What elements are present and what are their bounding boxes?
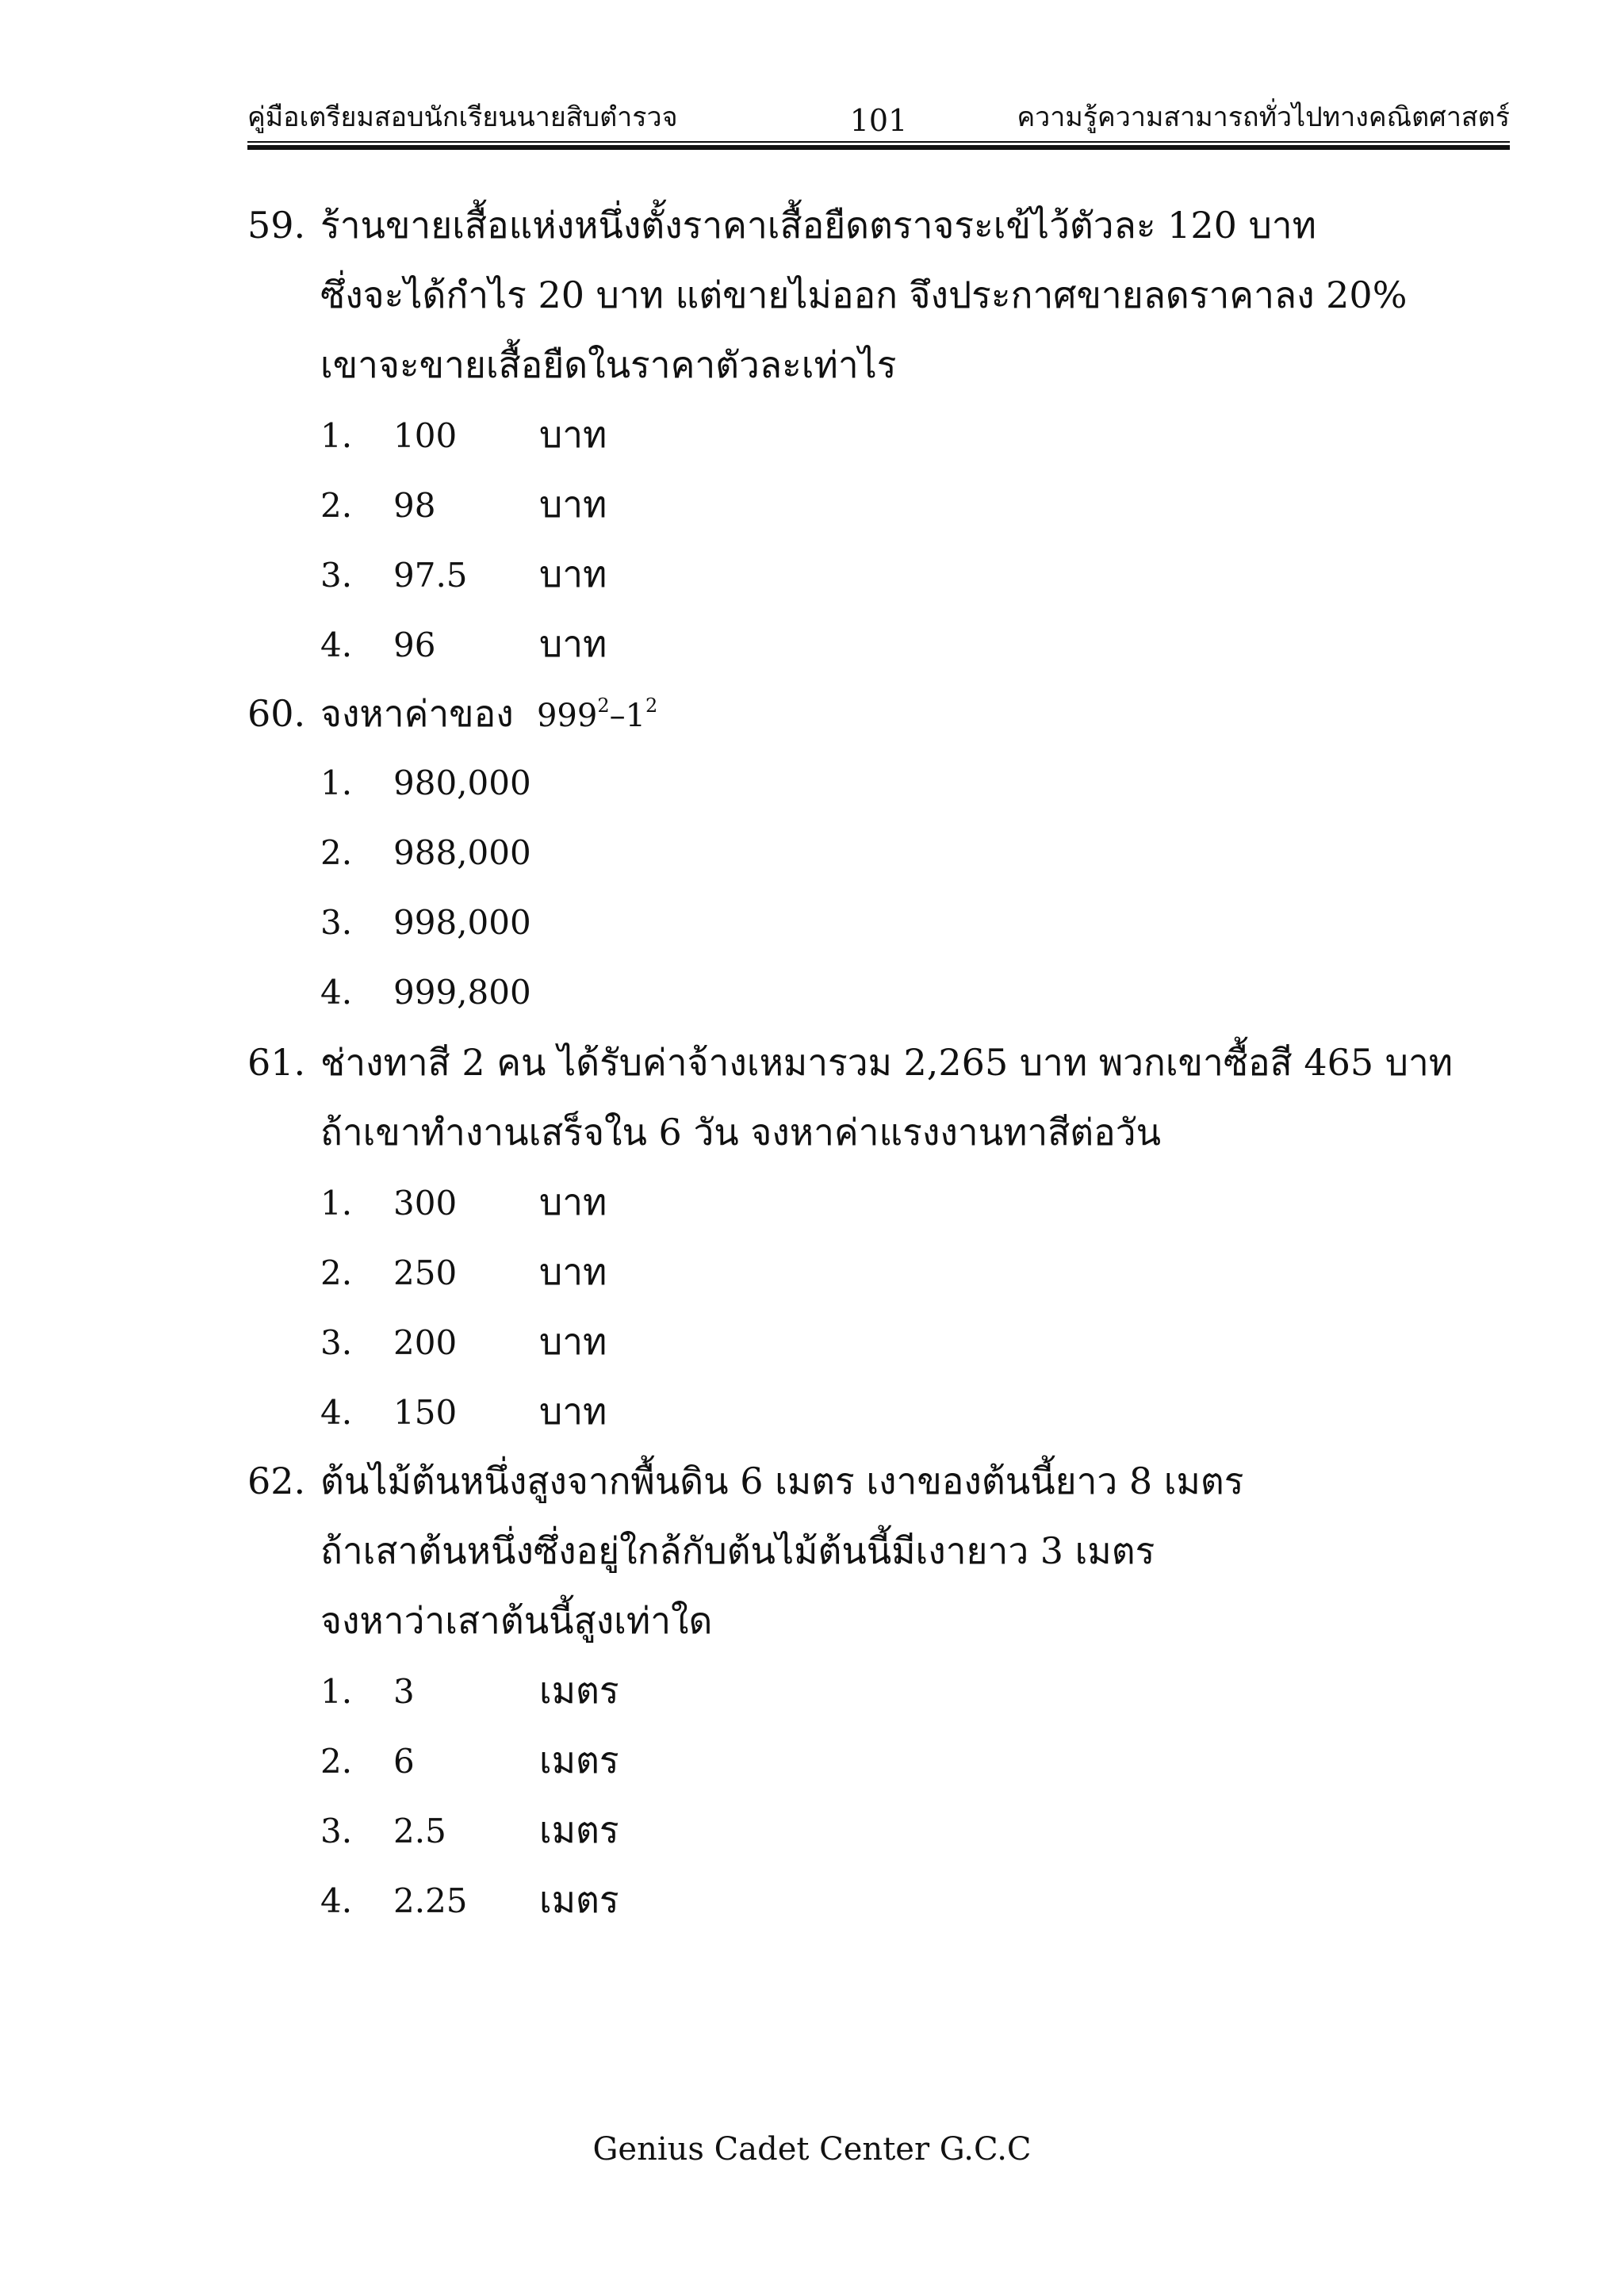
option-list: [247, 1167, 1510, 1446]
option-4: 4. 2.25 เมตร: [320, 1878, 619, 1921]
math-exponent: 2: [645, 695, 658, 717]
option-list: [247, 748, 1510, 1027]
question-60: [247, 679, 1510, 1027]
question-list: [247, 190, 1510, 1934]
math-minus-term: –1: [609, 698, 646, 734]
page-number: 101: [849, 103, 908, 138]
question-59: [247, 190, 1510, 679]
question-number: 61.: [247, 1041, 306, 1084]
question-text: จงหาค่าของ: [320, 692, 514, 735]
math-exponent: 2: [597, 695, 610, 717]
option-3: 3. 97.5 บาท: [320, 553, 607, 595]
question-text-line: จงหาว่าเสาต้นนี้สูงเท่าใด: [320, 1599, 713, 1642]
math-base: 999: [536, 698, 598, 734]
option-4: 4. 150 บาท: [320, 1390, 607, 1433]
question-text-line: เขาจะขายเสื้อยืดในราคาตัวละเท่าไร: [320, 343, 897, 386]
header-rule-thin: [247, 141, 1510, 143]
option-list: [247, 400, 1510, 679]
question-61: [247, 1027, 1510, 1446]
option-3: 3. 998,000: [320, 903, 531, 942]
option-2: 2. 988,000: [320, 833, 531, 872]
question-text-line: ซึ่งจะได้กำไร 20 บาท แต่ขายไม่ออก จึงประกาศขายลดราคาลง 20%: [320, 274, 1408, 316]
option-2: 2. 250 บาท: [320, 1250, 607, 1293]
header-section-title: ความรู้ความสามารถทั่วไปทางคณิตศาสตร์: [1017, 101, 1510, 133]
question-number: 60.: [247, 692, 306, 735]
question-text-line: ร้านขายเสื้อแห่งหนึ่งตั้งราคาเสื้อยืดตราจระเข้ไว้ตัวละ 120 บาท: [320, 204, 1316, 247]
option-2: 2. 6 เมตร: [320, 1739, 619, 1781]
question-text-line: ช่างทาสี 2 คน ได้รับค่าจ้างเหมารวม 2,265 บาท พวกเขาซื้อสี 465 บาท: [320, 1041, 1454, 1084]
option-1: 1. 300 บาท: [320, 1181, 607, 1223]
page-header: [247, 101, 1510, 143]
option-list: [247, 1655, 1510, 1934]
question-text-line: ต้นไม้ต้นหนึ่งสูงจากพื้นดิน 6 เมตร เงาของต้นนี้ยาว 8 เมตร: [320, 1460, 1244, 1502]
option-1: 1. 3 เมตร: [320, 1669, 619, 1712]
page-footer: Genius Cadet Center G.C.C: [592, 2131, 1032, 2168]
option-3: 3. 200 บาท: [320, 1320, 607, 1363]
question-62: [247, 1446, 1510, 1934]
option-4: 4. 96 บาท: [320, 622, 607, 665]
option-1: 1. 100 บาท: [320, 413, 607, 456]
question-text-line: ถ้าเสาต้นหนึ่งซึ่งอยู่ใกล้กับต้นไม้ต้นนี้มีเงายาว 3 เมตร: [320, 1529, 1155, 1572]
question-number: 62.: [247, 1460, 306, 1502]
option-2: 2. 98 บาท: [320, 483, 607, 526]
option-4: 4. 999,800: [320, 973, 531, 1012]
option-1: 1. 980,000: [320, 763, 531, 802]
header-rule-thick: [247, 145, 1510, 150]
question-number: 59.: [247, 204, 306, 247]
header-book-title: คู่มือเตรียมสอบนักเรียนนายสิบตำรวจ: [247, 101, 678, 133]
option-3: 3. 2.5 เมตร: [320, 1808, 619, 1851]
question-text-line: ถ้าเขาทำงานเสร็จใน 6 วัน จงหาค่าแรงงานทาสีต่อวัน: [320, 1111, 1162, 1154]
